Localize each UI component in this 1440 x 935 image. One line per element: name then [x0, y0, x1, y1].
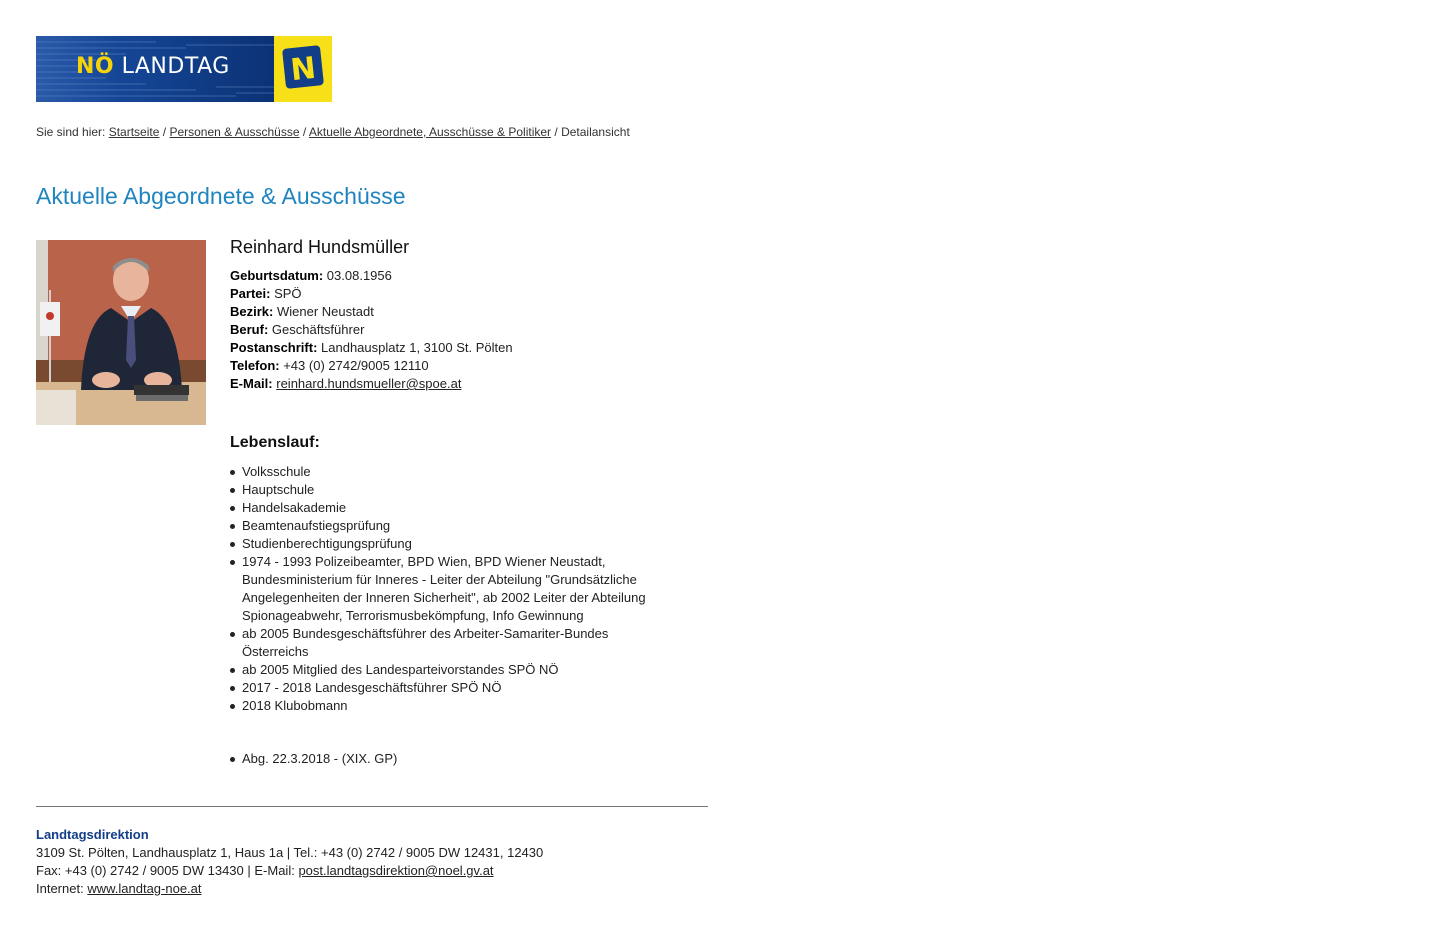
fact-value: Landhausplatz 1, 3100 St. Pölten	[321, 340, 513, 355]
noe-emblem-icon	[274, 36, 332, 102]
footer-internet-label: Internet:	[36, 881, 84, 896]
list-item: ab 2005 Mitglied des Landesparteivorstandes SPÖ NÖ	[242, 661, 672, 679]
list-item: Volksschule	[242, 463, 672, 481]
list-item: ab 2005 Bundesgeschäftsführer des Arbeiter-Samariter-Bundes Österreichs	[242, 625, 672, 661]
fact-email	[230, 375, 710, 393]
breadcrumb-separator: /	[302, 125, 307, 139]
footer-fax-email	[36, 862, 543, 880]
fact-label: Beruf:	[230, 322, 269, 337]
fact-postal-address	[230, 339, 710, 357]
term-list	[230, 750, 672, 768]
breadcrumb-separator: /	[162, 125, 167, 139]
list-item: Hauptschule	[242, 481, 672, 499]
fact-district	[230, 303, 710, 321]
logo-word: LANDTAG	[121, 54, 230, 79]
footer-email-link[interactable]: post.landtagsdirektion@noel.gv.at	[298, 863, 494, 878]
footer	[36, 826, 543, 898]
logo-banner	[36, 36, 274, 102]
fact-profession	[230, 321, 710, 339]
logo-mark-letter: N	[288, 50, 318, 89]
fact-value: 03.08.1956	[326, 268, 392, 283]
fact-label: Partei:	[230, 286, 271, 301]
breadcrumb-link-current-members[interactable]: Aktuelle Abgeordnete, Ausschüsse & Politiker	[308, 125, 552, 139]
breadcrumb-current: Detailansicht	[561, 125, 630, 139]
person-name: Reinhard Hundsmüller	[230, 237, 410, 257]
page-title: Aktuelle Abgeordnete & Ausschüsse	[36, 183, 406, 209]
cv-list	[230, 463, 672, 715]
breadcrumb	[36, 125, 630, 139]
list-item: Beamtenaufstiegsprüfung	[242, 517, 672, 535]
footer-org-name: Landtagsdirektion	[36, 827, 149, 842]
list-item: 1974 - 1993 Polizeibeamter, BPD Wien, BPD Wiener Neustadt, Bundesministerium für Inneres - Leiter der Abteilung "Grundsätzliche Angelegenheiten der Inneren Sicherheit", ab 2002 Leiter der Abteilung Spionageabwehr, Terrorismusbekömpfung, Info Gewinnung	[242, 553, 672, 625]
list-item: Abg. 22.3.2018 - (XIX. GP)	[242, 750, 672, 768]
fact-value: SPÖ	[274, 286, 302, 301]
footer-divider	[36, 806, 708, 807]
list-item: Studienberechtigungsprüfung	[242, 535, 672, 553]
breadcrumb-separator: /	[554, 125, 558, 139]
email-link[interactable]: reinhard.hundsmueller@spoe.at	[276, 376, 462, 391]
fact-label: Telefon:	[230, 358, 280, 373]
footer-website-link[interactable]: www.landtag-noe.at	[87, 881, 202, 896]
cv-heading: Lebenslauf:	[230, 434, 320, 451]
noe-n-shape-icon	[280, 43, 326, 95]
portrait-illustration	[36, 240, 206, 425]
fact-label: Postanschrift:	[230, 340, 318, 355]
fact-value: Geschäftsführer	[271, 322, 365, 337]
breadcrumb-link-persons[interactable]: Personen & Ausschüsse	[169, 125, 300, 139]
list-item: 2018 Klubobmann	[242, 697, 672, 715]
list-item: Handelsakademie	[242, 499, 672, 517]
fact-label: E-Mail:	[230, 376, 273, 391]
fact-value: Wiener Neustadt	[276, 304, 374, 319]
fact-label: Bezirk:	[230, 304, 274, 319]
fact-value: +43 (0) 2742/9005 12110	[283, 358, 429, 373]
footer-internet	[36, 880, 543, 898]
breadcrumb-link-home[interactable]: Startseite	[108, 125, 160, 139]
list-item: 2017 - 2018 Landesgeschäftsführer SPÖ NÖ	[242, 679, 672, 697]
footer-address: 3109 St. Pölten, Landhausplatz 1, Haus 1a | Tel.: +43 (0) 2742 / 9005 DW 12431, 12430	[36, 845, 544, 860]
person-portrait	[36, 240, 206, 425]
logo-prefix: NÖ	[76, 54, 115, 79]
logo-wordmark	[76, 54, 230, 79]
landtag-logo[interactable]	[36, 36, 332, 102]
breadcrumb-prefix: Sie sind hier:	[36, 125, 106, 139]
fact-phone	[230, 357, 710, 375]
footer-fax: Fax: +43 (0) 2742 / 9005 DW 13430 | E-Mail:	[36, 863, 295, 878]
fact-label: Geburtsdatum:	[230, 268, 324, 283]
person-details	[230, 236, 710, 393]
fact-party	[230, 285, 710, 303]
fact-birthdate	[230, 267, 710, 285]
